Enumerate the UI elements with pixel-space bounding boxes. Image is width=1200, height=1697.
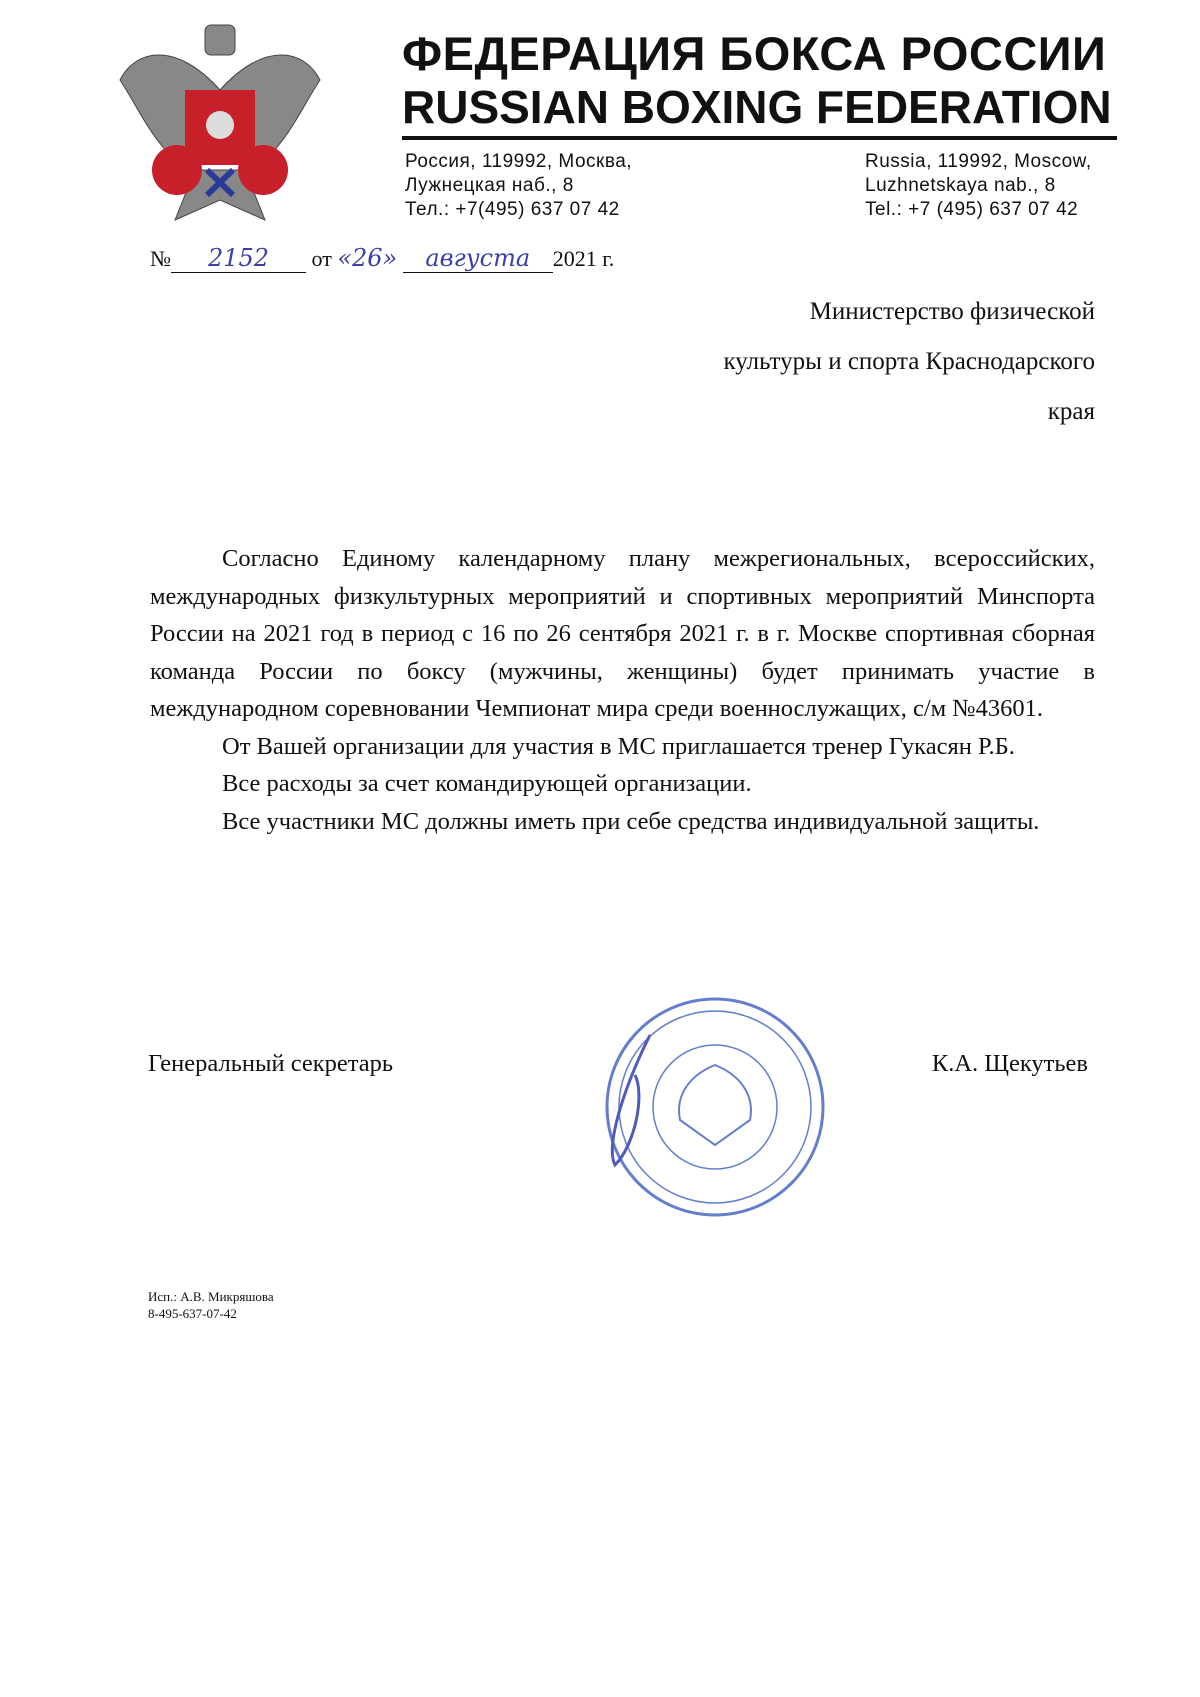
- body-paragraph: Все расходы за счет командирующей организации.: [222, 770, 752, 797]
- address-line: Tel.: +7 (495) 637 07 42: [865, 199, 1079, 220]
- header-rule: [402, 136, 1117, 140]
- executor-info: [148, 1288, 274, 1322]
- recipient-line: края: [1047, 398, 1095, 425]
- recipient-line: культуры и спорта Краснодарского: [723, 348, 1095, 375]
- address-line: Russia, 119992, Moscow,: [865, 151, 1092, 172]
- body-paragraph: Все участники МС должны иметь при себе средства индивидуальной защиты.: [222, 807, 1040, 835]
- body-paragraph: Согласно Единому календарному плану межрегиональных, всероссийских, международных физкультурных мероприятий и спортивных мероприятий Минспорта России на 2021 год в период с 16 по 26 сентября 2021 г. в г. Москве спортивная сборная команда России по боксу (мужчины, женщины) будет принимать участие в международном соревновании Чемпионат мира среди военнослужащих, с/м №43601.: [150, 545, 1095, 722]
- date-year: 2021 г.: [552, 246, 615, 271]
- coat-of-arms-logo: [115, 20, 325, 225]
- address-line: Россия, 119992, Москва,: [405, 151, 633, 172]
- document-number: 2152: [171, 244, 306, 273]
- address-line: Тел.: +7(495) 637 07 42: [405, 199, 620, 220]
- signatory-position: Генеральный секретарь: [148, 1050, 394, 1077]
- federation-title-ru: ФЕДЕРАЦИЯ БОКСА РОССИИ: [402, 27, 1107, 80]
- address-line: Luzhnetskaya nab., 8: [865, 175, 1056, 196]
- federation-title-en: RUSSIAN BOXING FEDERATION: [402, 81, 1112, 133]
- address-en: [865, 150, 1092, 222]
- reference-line: [150, 244, 614, 273]
- letter-body: [150, 540, 1095, 840]
- number-label: №: [150, 246, 171, 271]
- from-label: от: [311, 246, 332, 271]
- address-ru: [405, 150, 632, 222]
- signatory-name: К.А. Щекутьев: [931, 1050, 1088, 1077]
- date-month: августа: [403, 244, 553, 273]
- executor-phone: 8-495-637-07-42: [148, 1306, 237, 1321]
- address-line: Лужнецкая наб., 8: [405, 175, 574, 196]
- executor-name: Исп.: А.В. Микряшова: [148, 1289, 274, 1304]
- recipient-line: Министерство физической: [809, 298, 1095, 325]
- official-stamp: [595, 995, 835, 1225]
- date-day: «26»: [337, 244, 398, 272]
- body-paragraph: От Вашей организации для участия в МС приглашается тренер Гукасян Р.Б.: [222, 732, 1015, 760]
